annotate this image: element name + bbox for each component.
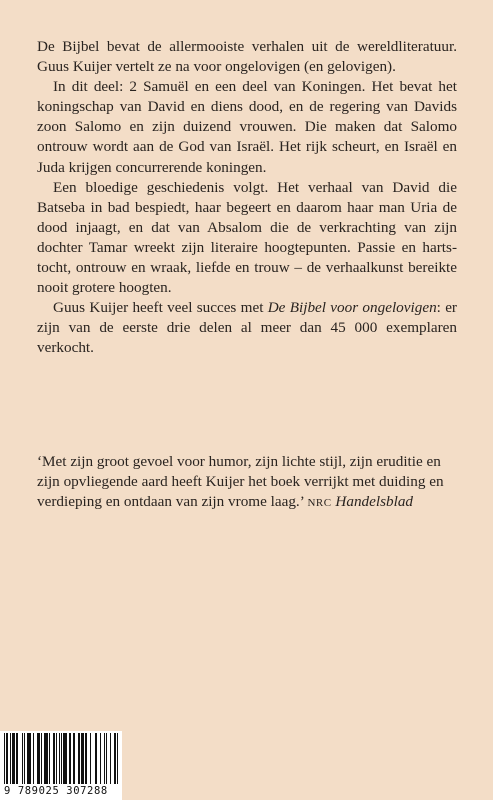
blurb-text (37, 37, 457, 359)
blurb-paragraph-2: In dit deel: 2 Samuël en een deel van Koningen. Het bevat het koningschap van David en diens dood, en de regering van Davids zoon Salomo en zijn duizend vrouwen. Die maken dat Salomo ontrouw wordt aan de God van Israël. Het rijk scheurt, en Israël en Juda krijgen concurrerende koningen. (37, 78, 457, 176)
blurb-paragraph-3: Een bloedige geschiedenis volgt. Het verhaal van David die Batseba in bad bespiedt, haar begeert en daarom haar man Uria de dood injaagt, en dat van Absalom die de verkrachting van zijn dochter Tamar wreekt zijn literaire hoogtepunten. Passie en hartstocht, ontrouw en wraak, liefde en trouw – de verhaalkunst bereikte nooit grotere hoogten. (37, 178, 457, 297)
barcode-bars (4, 733, 118, 784)
isbn-digits: 9 789025 307288 (4, 785, 108, 797)
press-quote (37, 452, 457, 513)
press-quote-text: ‘Met zijn groot gevoel voor humor, zijn lichte stijl, zijn eruditie en zijn opvliegende aard heeft Kuijer het boek verrijkt met duiding en verdieping en ontdaan van zijn vrome laag.’ (37, 453, 444, 511)
blurb-paragraph-4-post: : er zijn van de eerste drie delen al meer dan 45 000 exemplaren verkocht. (37, 299, 457, 357)
isbn-barcode (0, 731, 122, 800)
book-series-title: De Bijbel voor ongelovigen (267, 299, 437, 317)
barcode-bar (117, 733, 118, 784)
blurb-paragraph-4-pre: Guus Kuijer heeft veel succes met (53, 299, 268, 317)
blurb-paragraph-4 (37, 298, 457, 358)
press-quote-source-abbrev: NRC (307, 497, 332, 510)
press-quote-source-name: Handelsblad (335, 493, 414, 511)
blurb-paragraph-1: De Bijbel bevat de allermooiste verhalen uit de wereldliteratuur. Guus Kuijer vertelt ze na voor ongelovigen (en gelovigen). (37, 38, 457, 76)
